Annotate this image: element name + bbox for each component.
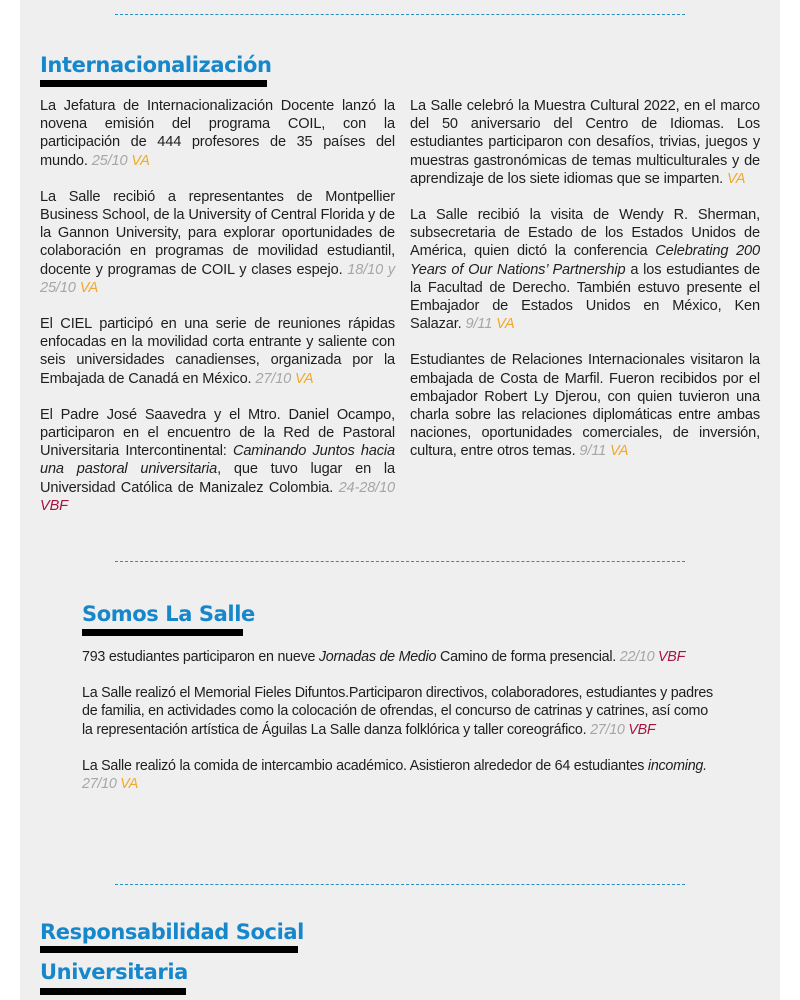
news-item <box>82 684 722 739</box>
column-right <box>410 97 760 461</box>
news-date: 9/11 <box>465 316 493 333</box>
news-tag: VA <box>79 279 99 296</box>
somos-items <box>82 648 722 793</box>
title-underline <box>40 988 186 995</box>
news-tag: VA <box>727 170 746 187</box>
news-tag: VA <box>131 152 150 169</box>
news-item <box>40 97 395 170</box>
news-tag: VA <box>295 370 314 387</box>
news-date: 24-28/10 <box>338 479 396 496</box>
section-title-somos-la-salle: Somos La Salle <box>82 602 255 626</box>
news-date: 27/10 <box>255 370 292 387</box>
news-tag: VA <box>610 443 629 460</box>
news-tag: VBF <box>658 649 686 665</box>
section-divider <box>115 561 685 562</box>
news-date: 25/10 <box>91 152 128 169</box>
news-item <box>410 206 760 333</box>
news-text: El CIEL participó en una serie de reuniones rápidas enfocadas en la movilidad corta entrante y saliente con seis universidades canadienses, organizada por la Embajada de Canadá en México. <box>40 316 395 387</box>
news-text: La Salle realizó la comida de intercambio académico. Asistieron alrededor de 64 estudiantes <box>82 757 648 774</box>
news-date: 27/10 <box>590 721 625 738</box>
news-item <box>410 97 760 188</box>
news-date: 9/11 <box>579 443 607 460</box>
news-text: La Salle recibió la visita de Wendy R. Sherman, subsecretaria de Estado de los Estados Unidos de América, quien dictó la conferencia <box>410 207 760 260</box>
news-italic-title: Caminando Juntos hacia una pastoral universitaria <box>40 443 395 478</box>
title-underline <box>82 629 243 636</box>
column-left <box>40 97 395 515</box>
news-text: El Padre José Saavedra y el Mtro. Daniel Ocampo, participaron en el encuentro de la Red de Pastoral Universitaria Intercontinental: <box>40 406 395 460</box>
news-tag: VA <box>120 776 139 793</box>
news-text: Estudiantes de Relaciones Internacionales visitaron la embajada de Costa de Marfil. Fueron recibidos por el embajador Robert Ly Djerou, con quien tuvieron una charla sobre las relaciones diplomáticas entre ambas naciones, oportunidades comerciales, de inversión, cultura, entre otros temas. <box>410 352 760 460</box>
news-date: 27/10 <box>82 776 117 793</box>
news-item <box>40 315 395 388</box>
section-title-rsu-line2: Universitaria <box>40 960 188 984</box>
news-item <box>40 188 395 297</box>
news-text: La Salle realizó el Memorial Fieles Difuntos.Participaron directivos, colaboradores, estudiantes y padres de familia, en actividades como la colocación de ofrendas, el concurso de catrinas y catrines, así como la representación artística de Águilas La Salle danza folklórica y taller coreográfico. <box>82 685 713 738</box>
news-tag: VBF <box>628 721 656 738</box>
section-divider <box>115 14 685 15</box>
news-text: La Salle recibió a representantes de Montpellier Business School, de la University of Central Florida y de la Gannon University, para explorar oportunidades de colaboración en programas de movilidad estudiantil, docente y programas de COIL y clases espejo. <box>40 188 395 278</box>
news-text: La Jefatura de Internacionalización Docente lanzó la novena emisión del programa COIL, con la participación de 444 profesores de 35 países del mundo. <box>40 98 395 169</box>
news-tag: VBF <box>40 497 68 514</box>
news-item <box>82 757 722 793</box>
news-item <box>82 648 722 666</box>
news-text: La Salle celebró la Muestra Cultural 2022, en el marco del 50 aniversario del Centro de Idiomas. Los estudiantes participaron con desafíos, trivias, juegos y muestras gastronómicas de temas multiculturales y de aprendizaje de los siete idiomas que se imparten. <box>410 98 760 187</box>
section-divider <box>115 884 685 885</box>
section-title-internacionalizacion: Internacionalización <box>40 53 272 77</box>
news-text: a los estudiantes de la Facultad de Derecho. También estuvo presente el Embajador de Estados Unidos en México, Ken Salazar. <box>410 261 760 333</box>
news-date: 22/10 <box>619 649 655 665</box>
news-italic-title: Jornadas de Medio <box>318 649 437 665</box>
title-underline <box>40 946 298 953</box>
news-italic-title: incoming. <box>647 757 707 774</box>
news-italic-title: Celebrating 200 Years of Our Nations’ Partnership <box>410 243 760 278</box>
news-item <box>40 406 395 515</box>
news-text: 793 estudiantes participaron en nueve <box>82 649 319 665</box>
news-text: Camino de forma presencial. <box>436 649 617 665</box>
title-underline <box>40 80 267 87</box>
section-title-rsu-line1: Responsabilidad Social <box>40 920 304 944</box>
news-tag: VA <box>496 316 515 333</box>
news-item <box>410 351 760 460</box>
news-text: , que tuvo lugar en la Universidad Católica de Manizalez Colombia. <box>40 461 395 496</box>
news-date: 18/10 y 25/10 <box>40 261 395 296</box>
